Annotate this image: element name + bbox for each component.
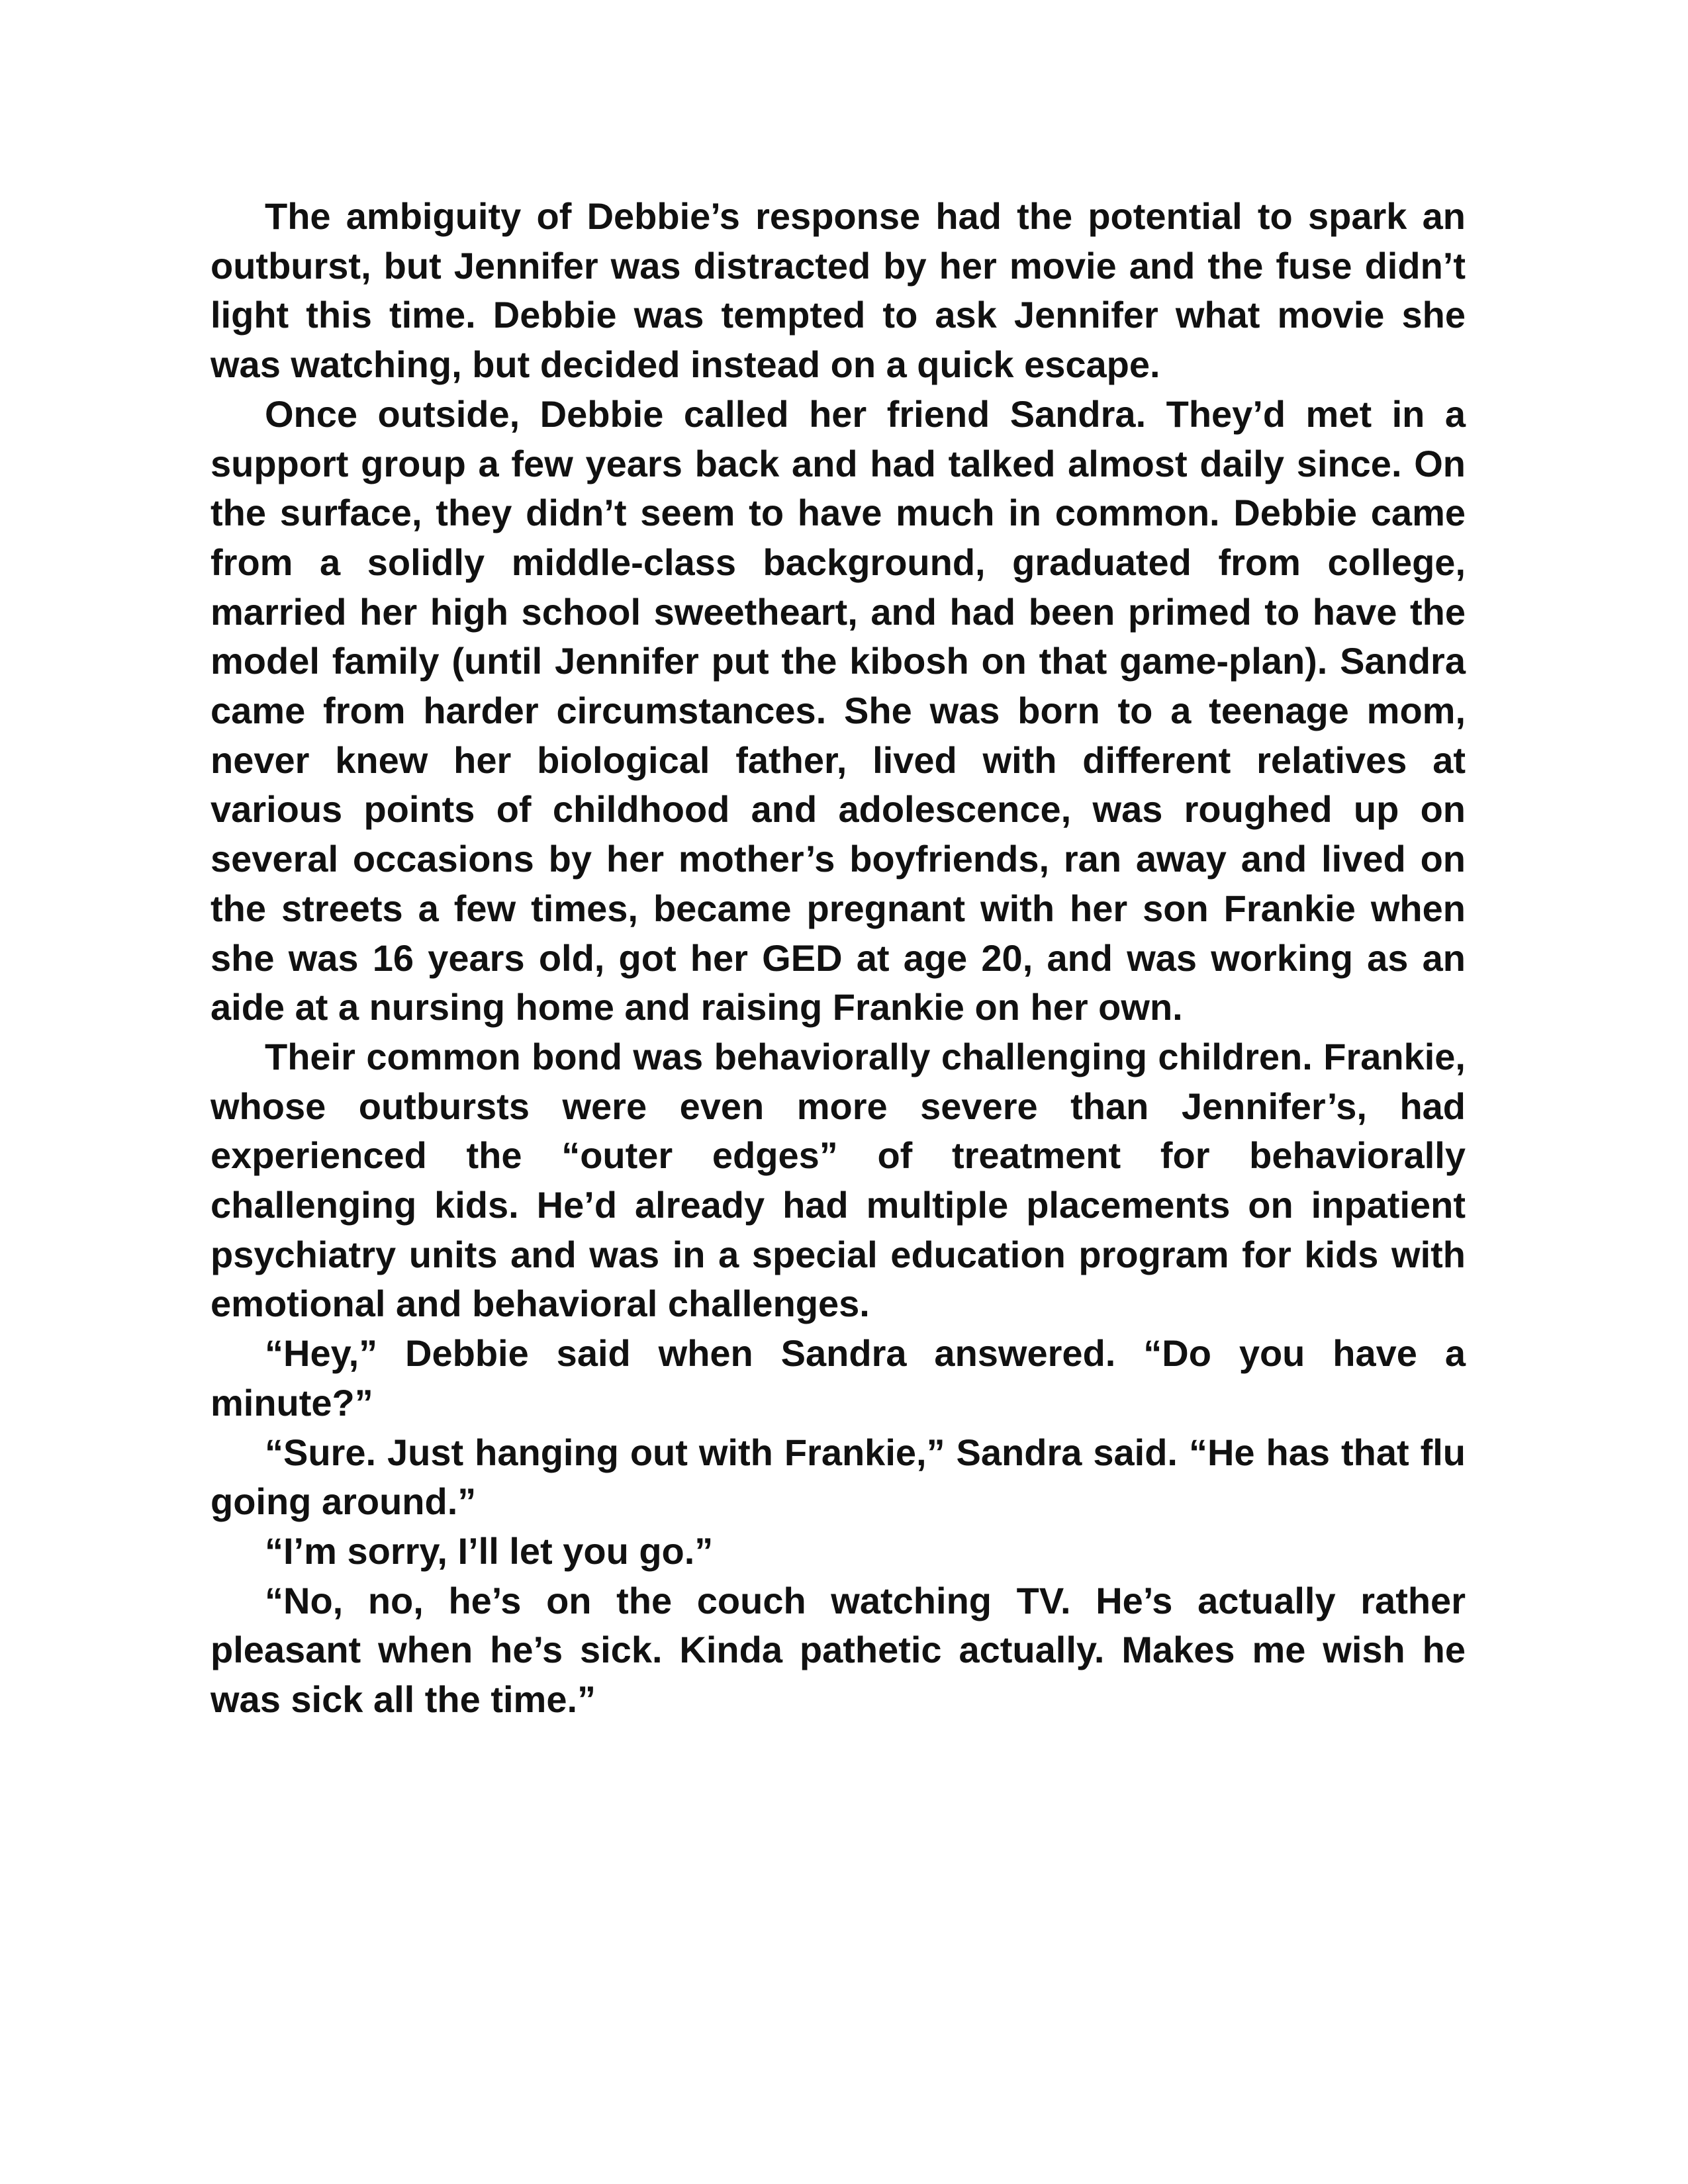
paragraph: “Sure. Just hanging out with Frankie,” Sandra said. “He has that flu going around.”	[211, 1431, 1466, 1523]
paragraph: “No, no, he’s on the couch watching TV. He’s actually rather pleasant when he’s sick. Kinda pathetic actually. Makes me wish he was sick all the time.”	[211, 1579, 1466, 1721]
paragraph: Their common bond was behaviorally challenging children. Frankie, whose outbursts were even more severe than Jennifer’s, had experienced the “outer edges” of treatment for behaviorally challenging kids. He’d already had multiple placements on inpatient psychiatry units and was in a special education program for kids with emotional and behavioral challenges.	[211, 1035, 1466, 1325]
paragraph: “I’m sorry, I’ll let you go.”	[265, 1529, 714, 1572]
paragraph: The ambiguity of Debbie’s response had the potential to spark an outburst, but Jennifer was distracted by her movie and the fuse didn’t light this time. Debbie was tempted to ask Jennifer what movie she was watching, but decided instead on a quick escape.	[211, 195, 1466, 386]
body-text	[211, 192, 1466, 1725]
paragraph: “Hey,” Debbie said when Sandra answered. “Do you have a minute?”	[211, 1332, 1466, 1424]
paragraph: Once outside, Debbie called her friend Sandra. They’d met in a support group a few years back and had talked almost daily since. On the surface, they didn’t seem to have much in common. Debbie came from a solidly middle-class background, graduated from college, married her high school sweetheart, and had been primed to have the model family (until Jennifer put the kibosh on that game-plan). Sandra came from harder circumstances. She was born to a teenage mom, never knew her biological father, lived with different relatives at various points of childhood and adolescence, was roughed up on several occasions by her mother’s boyfriends, ran away and lived on the streets a few times, became pregnant with her son Frankie when she was 16 years old, got her GED at age 20, and was working as an aide at a nursing home and raising Frankie on her own.	[211, 392, 1466, 1028]
